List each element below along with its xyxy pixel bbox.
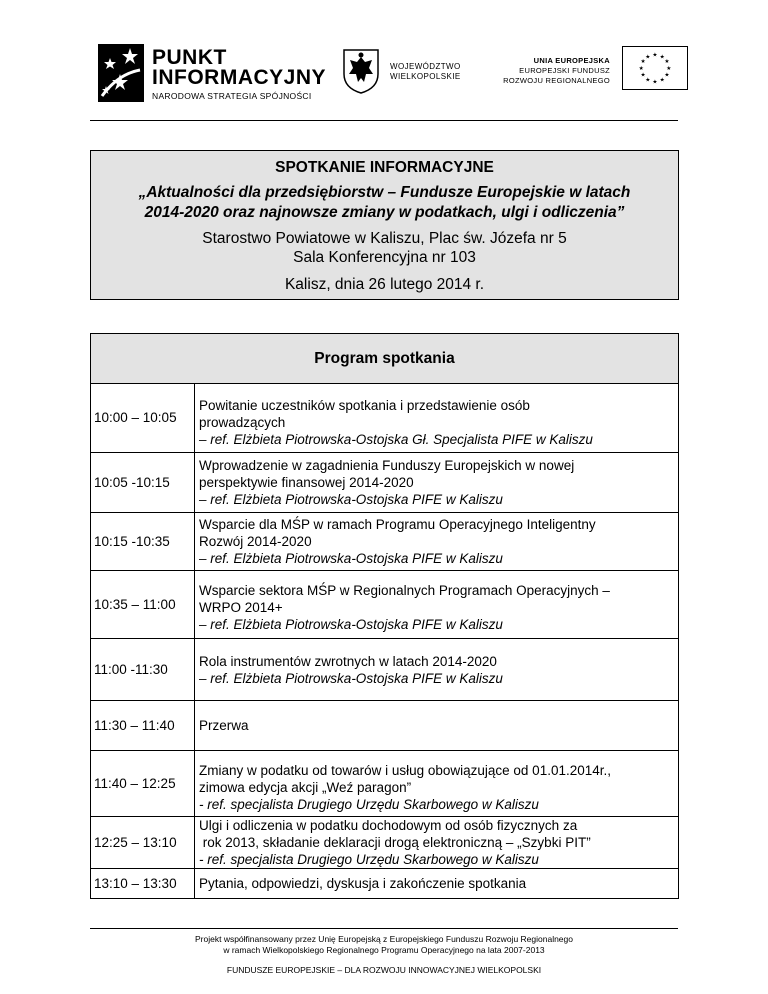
row-speaker: – ref. Elżbieta Piotrowska-Ostojska Gł. Specjalista PIFE w Kaliszu bbox=[199, 431, 593, 447]
row-description bbox=[195, 513, 678, 570]
table-row bbox=[91, 868, 678, 898]
row-speaker: – ref. Elżbieta Piotrowska-Ostojska PIFE w Kaliszu bbox=[199, 670, 503, 686]
row-speaker: – ref. Elżbieta Piotrowska-Ostojska PIFE w Kaliszu bbox=[199, 551, 503, 566]
row-line: zimowa edycja akcji „Weź paragon” bbox=[199, 780, 412, 795]
row-line: rok 2013, składanie deklaracji drogą elektroniczną – „Szybki PIT” bbox=[199, 835, 591, 850]
svg-text:★: ★ bbox=[659, 54, 665, 61]
table-row bbox=[91, 750, 678, 816]
row-description bbox=[195, 701, 678, 750]
row-description bbox=[195, 384, 678, 452]
meeting-title: SPOTKANIE INFORMACYJNE bbox=[275, 159, 494, 176]
row-time: 11:00 -11:30 bbox=[91, 639, 195, 700]
row-description bbox=[195, 453, 678, 512]
row-time: 10:35 – 11:00 bbox=[91, 571, 195, 638]
program-table bbox=[90, 333, 679, 899]
row-line: Powitanie uczestników spotkania i przedstawienie osób bbox=[199, 397, 530, 413]
row-line: Zmiany w podatku od towarów i usług obowiązujące od 01.01.2014r., bbox=[199, 763, 612, 778]
meeting-subtitle-line-2: 2014-2020 oraz najnowsze zmiany w podatkach, ulgi i odliczenia” bbox=[144, 204, 625, 221]
footer-cofinancing-line-2: w ramach Wielkopolskiego Regionalnego Programu Operacyjnego na lata 2007-2013 bbox=[223, 945, 545, 955]
program-heading: Program spotkania bbox=[91, 334, 678, 384]
svg-text:★: ★ bbox=[652, 79, 658, 86]
footer-divider bbox=[90, 928, 678, 929]
strategy-subtitle: NARODOWA STRATEGIA SPÓJNOŚCI bbox=[152, 91, 312, 101]
table-row bbox=[91, 570, 678, 638]
punkt-title: PUNKT bbox=[152, 46, 227, 69]
svg-text:★: ★ bbox=[664, 59, 670, 66]
svg-text:★: ★ bbox=[640, 59, 646, 66]
row-time: 11:40 – 12:25 bbox=[91, 751, 195, 816]
table-row bbox=[91, 638, 678, 700]
ue-regional-label: ROZWOJU REGIONALNEGO bbox=[503, 76, 610, 85]
eu-flag-icon bbox=[622, 46, 688, 90]
eu-logo bbox=[498, 52, 688, 92]
row-time: 13:10 – 13:30 bbox=[91, 869, 195, 898]
wojewodztwo-label: WOJEWÓDZTWO bbox=[390, 62, 461, 71]
row-description bbox=[195, 639, 678, 700]
ue-fund-label: EUROPEJSKI FUNDUSZ bbox=[519, 66, 610, 75]
punkt-informacyjny-logo bbox=[98, 44, 327, 106]
row-time: 10:15 -10:35 bbox=[91, 513, 195, 570]
row-description bbox=[195, 817, 678, 868]
table-row bbox=[91, 700, 678, 750]
row-description bbox=[195, 571, 678, 638]
row-time: 11:30 – 11:40 bbox=[91, 701, 195, 750]
row-speaker: - ref. specjalista Drugiego Urzędu Skarbowego w Kaliszu bbox=[199, 852, 539, 867]
row-time: 10:00 – 10:05 bbox=[91, 384, 195, 452]
footer-slogan: FUNDUSZE EUROPEJSKIE – DLA ROZWOJU INNOWACYJNEJ WIELKOPOLSKI bbox=[226, 965, 542, 975]
svg-text:★: ★ bbox=[638, 65, 644, 72]
row-line: Wprowadzenie w zagadnienia Funduszy Europejskich w nowej bbox=[199, 458, 575, 473]
star-emblem-icon bbox=[98, 44, 144, 102]
svg-text:★: ★ bbox=[640, 72, 646, 79]
row-line: Wsparcie dla MŚP w ramach Programu Operacyjnego Inteligentny bbox=[199, 517, 596, 532]
wielkopolska-logo bbox=[342, 48, 482, 98]
row-time: 10:05 -10:15 bbox=[91, 453, 195, 512]
row-line: Wsparcie sektora MŚP w Regionalnych Programach Operacyjnych – bbox=[199, 583, 610, 598]
row-description bbox=[195, 751, 678, 816]
row-line: Ulgi i odliczenia w podatku dochodowym od osób fizycznych za bbox=[199, 818, 578, 833]
svg-text:★: ★ bbox=[645, 54, 651, 61]
meeting-subtitle-line-1: „Aktualności dla przedsiębiorstw – Fundusze Europejskie w latach bbox=[138, 184, 631, 201]
row-speaker: – ref. Elżbieta Piotrowska-Ostojska PIFE w Kaliszu bbox=[199, 492, 503, 507]
meeting-location-line-1: Starostwo Powiatowe w Kaliszu, Plac św. Józefa nr 5 bbox=[202, 230, 567, 247]
ue-title: UNIA EUROPEJSKA bbox=[533, 56, 610, 65]
svg-text:★: ★ bbox=[652, 52, 658, 59]
row-line: WRPO 2014+ bbox=[199, 600, 283, 615]
informacyjny-title: INFORMACYJNY bbox=[152, 66, 327, 89]
eagle-crest-icon bbox=[342, 48, 380, 94]
meeting-date: Kalisz, dnia 26 lutego 2014 r. bbox=[284, 276, 485, 293]
footer-cofinancing-line-1: Projekt współfinansowany przez Unię Europejską z Europejskiego Funduszu Rozwoju Regionalnego bbox=[195, 934, 573, 944]
row-line: Przerwa bbox=[199, 718, 249, 733]
svg-text:★: ★ bbox=[645, 77, 651, 84]
meeting-location-line-2: Sala Konferencyjna nr 103 bbox=[293, 249, 476, 266]
header-divider bbox=[90, 120, 678, 121]
row-description bbox=[195, 869, 678, 898]
table-row bbox=[91, 512, 678, 570]
table-row bbox=[91, 384, 678, 452]
row-speaker: - ref. specjalista Drugiego Urzędu Skarbowego w Kaliszu bbox=[199, 797, 539, 812]
row-line: Pytania, odpowiedzi, dyskusja i zakończenie spotkania bbox=[199, 876, 527, 891]
row-time: 12:25 – 13:10 bbox=[91, 817, 195, 868]
row-line: Rozwój 2014-2020 bbox=[199, 534, 312, 549]
svg-text:★: ★ bbox=[666, 65, 672, 72]
table-row bbox=[91, 816, 678, 868]
table-row bbox=[91, 452, 678, 512]
row-line: Rola instrumentów zwrotnych w latach 2014-2020 bbox=[199, 653, 497, 669]
row-speaker: – ref. Elżbieta Piotrowska-Ostojska PIFE w Kaliszu bbox=[199, 617, 503, 632]
meeting-info-box bbox=[90, 150, 679, 300]
row-line: prowadzących bbox=[199, 414, 286, 430]
svg-text:★: ★ bbox=[659, 77, 665, 84]
wielkopolskie-label: WIELKOPOLSKIE bbox=[390, 72, 461, 81]
row-line: perspektywie finansowej 2014-2020 bbox=[199, 475, 414, 490]
svg-text:★: ★ bbox=[664, 72, 670, 79]
